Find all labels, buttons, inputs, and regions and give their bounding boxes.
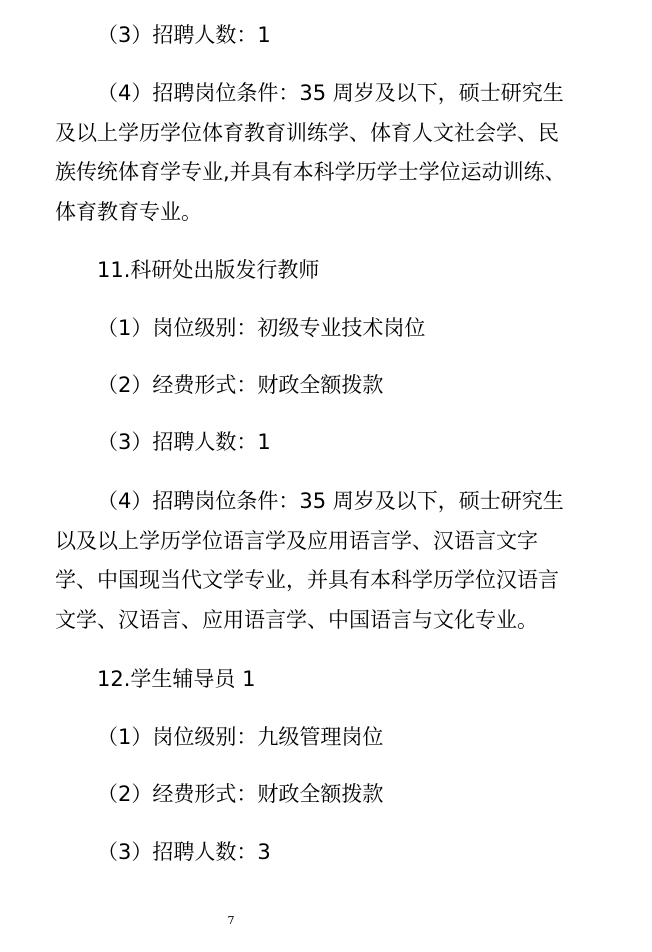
paragraph-position-level-12: （1）岗位级别：九级管理岗位 bbox=[97, 725, 384, 749]
paragraph-recruit-count-11: （3）招聘人数：1 bbox=[97, 430, 271, 454]
paragraph-conditions-11: （4）招聘岗位条件：35 周岁及以下，硕士研究生以及以上学历学位语言学及应用语言学、汉语言文字学、中国现当代文学专业，并具有本科学历学位汉语言文学、汉语言、应用语言学、中国语言与文化专业。 bbox=[55, 489, 564, 632]
paragraph-conditions-10: （4）招聘岗位条件：35 周岁及以下，硕士研究生及以上学历学位体育教育训练学、体育人文社会学、民族传统体育学专业,并具有本科学历学士学位运动训练、体育教育专业。 bbox=[55, 81, 566, 224]
paragraph-recruit-count-12: （3）招聘人数：3 bbox=[97, 840, 271, 864]
paragraph-funding-12: （2）经费形式：财政全额拨款 bbox=[97, 782, 384, 806]
paragraph-recruit-count-10: （3）招聘人数：1 bbox=[97, 23, 271, 47]
section-heading-11: 11.科研处出版发行教师 bbox=[97, 258, 320, 282]
paragraph-position-level-11: （1）岗位级别：初级专业技术岗位 bbox=[97, 316, 426, 340]
page-number: 7 bbox=[227, 914, 235, 927]
section-heading-12: 12.学生辅导员 1 bbox=[97, 667, 256, 691]
paragraph-funding-11: （2）经费形式：财政全额拨款 bbox=[97, 373, 384, 397]
